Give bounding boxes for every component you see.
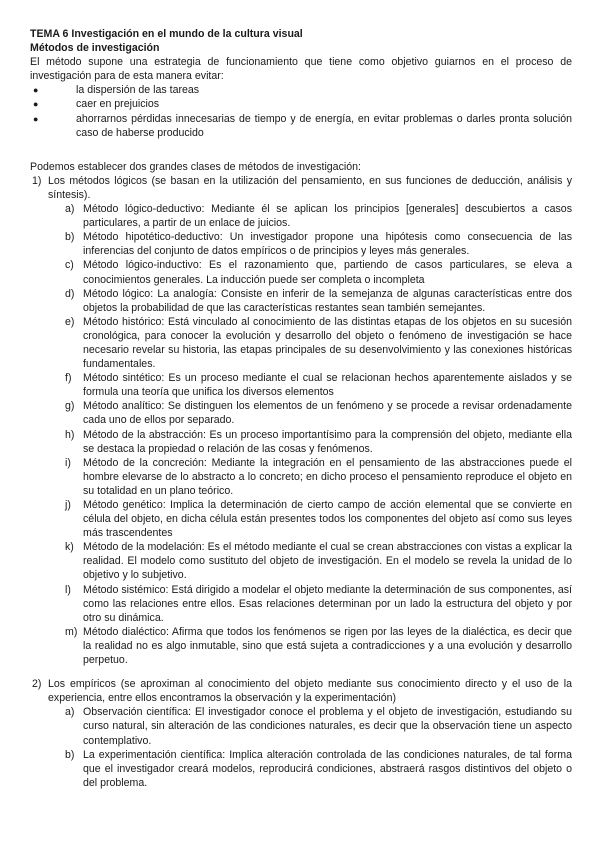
item-text: Método sistémico: Está dirigido a modelar el objeto mediante la determinación de sus componentes, así como las relaciones entre ellos. Esas relaciones determinan por un lado la estructura del objeto y por otro su dinámica. [83,583,572,624]
item-text: Método de la modelación: Es el método mediante el cual se crean abstracciones con vistas a explicar la realidad. El modelo como sustituto del objeto de investigación. En el modelo se revela la unidad de lo objetivo y lo subjetivo. [83,541,572,582]
bullet-text: ahorrarnos pérdidas innecesarias de tiempo y de energía, en evitar problemas o darles pronta solución caso de haberse producido [76,112,572,139]
list-item [48,456,572,498]
item-letter: d) [65,287,75,300]
section-subtitle: Métodos de investigación [30,42,160,55]
bullet-icon: ● [33,99,39,110]
methods-list [30,174,572,790]
list-item [48,625,572,667]
item-text: Método lógico-deductivo: Mediante él se aplican los principios [generales] descubiertos a casos particulares, a partir de un enlace de juicios. [83,203,572,230]
item-letter: j) [65,499,71,511]
list-item [30,112,572,140]
item-text: Método sintético: Es un proceso mediante el cual se relacionan hechos aparentemente aislados y se formula una teoría que unifica los diversos elementos [83,372,572,399]
list-item [48,748,572,790]
class-number: 1) [32,174,42,187]
item-text: Método histórico: Está vinculado al conocimiento de las distintas etapas de los objetos en su sucesión cronológica, para conocer la evolución y desarrollo del objeto o fenómeno de investigación se hace necesario revelar su historia, las etapas principales de su desenvolvimiento y las conexiones históricas fundamentales. [83,315,572,371]
item-text: Método lógico: La analogía: Consiste en inferir de la semejanza de algunas características entre dos objetos la probabilidad de que las características restantes sean también semejantes. [83,287,572,314]
intro-paragraph: El método supone una estrategia de funcionamiento que tiene como objetivo guiarnos en el proceso de investigación para de esta manera evitar: [30,56,572,83]
sub-methods-list [48,705,572,790]
bullet-text: la dispersión de las tareas [76,84,200,97]
bullet-text: caer en prejuicios [76,98,160,111]
item-letter: i) [65,456,71,469]
item-text: Observación científica: El investigador conoce el problema y el objeto de investigación, estudiando su curso natural, sin alteración de las condiciones naturales, es decir que la observación tiene un aspecto contemplativo. [83,706,572,747]
list-item [30,83,572,97]
list-item [48,258,572,286]
class-description: Los métodos lógicos (se basan en la utilización del pensamiento, en sus funciones de deducción, análisis y síntesis). [48,174,572,201]
class-description: Los empíricos (se aproximan al conocimiento del objeto mediante sus conocimiento directo y el uso de la experiencia, entre ellos encontramos la observación y la experimentación) [48,678,572,705]
list-item [48,202,572,230]
item-letter: b) [65,748,75,761]
item-text: Método lógico-inductivo: Es el razonamiento que, partiendo de casos particulares, se eleva a conocimientos generales. La inducción puede ser completa o incompleta [83,259,572,286]
list-item [48,399,572,427]
item-letter: k) [65,541,74,554]
item-letter: g) [65,400,75,413]
list-item [48,583,572,625]
item-text: Método genético: Implica la determinación de cierto campo de acción elemental que se convierte en célula del objeto, en dicha célula están presentes todos los componentes del objeto así como sus leyes más trascendentes [83,499,572,540]
item-text: La experimentación científica: Implica alteración controlada de las condiciones naturales, de tal forma que el investigador creará modelos, reproducirá condiciones, abstraerá rasgos distintivos del objeto o del problema. [83,748,572,789]
item-text: Método dialéctico: Afirma que todos los fenómenos se rigen por las leyes de la dialéctica, es decir que la realidad no es algo inmutable, sino que está sujeta a contradicciones y a una evolución y desarrollo perpetuo. [83,625,572,667]
document-title: TEMA 6 Investigación en el mundo de la cultura visual [30,28,303,40]
item-letter: a) [65,203,75,216]
item-text: Método de la abstracción: Es un proceso importantísimo para la comprensión del objeto, mediante ella se destaca la propiedad o relación de las cosas y fenómenos. [83,428,572,455]
item-text: Método hipotético-deductivo: Un investigador propone una hipótesis como consecuencia de las inferencias del conjunto de datos empíricos o de principios y leyes más generales. [83,231,572,258]
list-item [48,315,572,371]
item-letter: h) [65,428,75,441]
list-item [48,230,572,258]
list-item [30,97,572,111]
list-item [48,371,572,399]
item-letter: b) [65,231,75,244]
item-letter: c) [65,259,74,272]
item-letter: a) [65,706,75,719]
bullet-list [30,83,572,139]
item-letter: f) [65,372,72,385]
bullet-icon: ● [33,85,39,96]
item-letter: m) [65,625,78,638]
list-item [48,498,572,540]
item-text: Método de la concreción: Mediante la integración en el pensamiento de las abstracciones puede el hombre elevarse de lo abstracto a lo concreto; en dicho proceso el pensamiento reproduce el objeto en su totalidad en un plano teórico. [83,456,572,497]
item-text: Método analítico: Se distinguen los elementos de un fenómeno y se procede a revisar ordenadamente cada uno de ellos por separado. [83,400,572,427]
class-number: 2) [32,678,42,691]
list-item [48,705,572,747]
list-item [48,540,572,582]
list-item [48,287,572,315]
method-class [30,174,572,677]
item-letter: l) [65,583,71,596]
bullet-icon: ● [33,113,39,124]
method-class [30,677,572,790]
list-item [48,428,572,456]
classes-intro: Podemos establecer dos grandes clases de métodos de investigación: [30,160,361,173]
item-letter: e) [65,315,75,328]
sub-methods-list [48,202,572,667]
